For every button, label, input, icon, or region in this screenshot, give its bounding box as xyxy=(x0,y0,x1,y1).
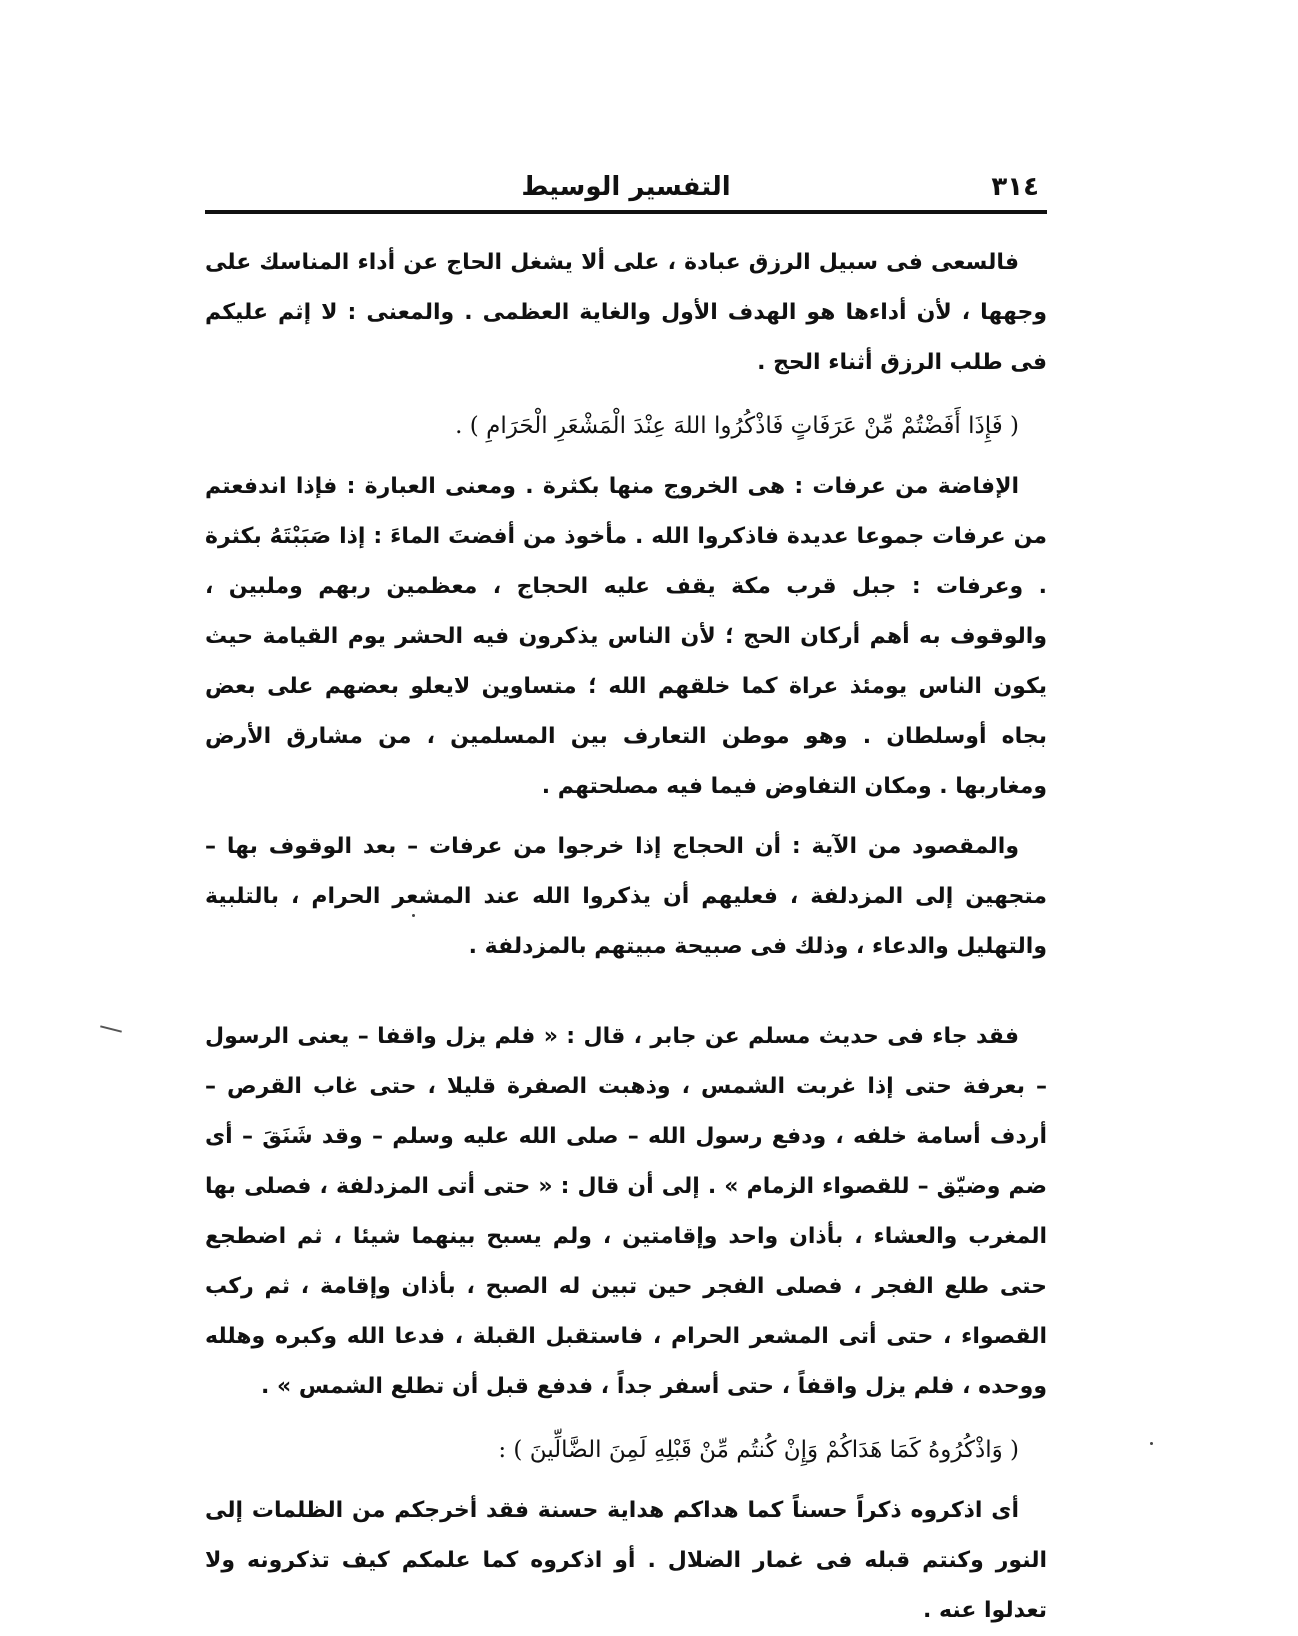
page-body xyxy=(205,238,1047,1636)
page-header xyxy=(205,168,1047,212)
running-title: التفسير الوسيط xyxy=(521,172,731,202)
quran-verse-arafat: ( فَإِذَا أَفَضْتُمْ مِّنْ عَرَفَاتٍ فَاذْكُرُوا اللهَ عِنْدَ الْمَشْعَرِ الْحَرَامِ ) . xyxy=(455,413,1019,439)
paragraph-verse-meaning: والمقصود من الآية : أن الحجاج إذا خرجوا من عرفات – بعد الوقوف بها – متجهين إلى المزدلفة ، فعليهم أن يذكروا الله عند المشعر الحرام ، بالتلبية والتهليل والدعاء ، وذلك فى صبيحة مبيتهم بالمزدلفة . xyxy=(205,834,1047,959)
margin-scan-mark xyxy=(100,1025,122,1032)
quran-verse-remember: ( وَاذْكُرُوهُ كَمَا هَدَاكُمْ وَإِنْ كُنتُم مِّنْ قَبْلِهِ لَمِنَ الضَّالِّينَ ) : xyxy=(498,1437,1019,1463)
scan-speck xyxy=(412,914,415,917)
paragraph-gap xyxy=(205,972,1047,1012)
paragraph-ifadah-definition: الإفاضة من عرفات : هى الخروج منها بكثرة . ومعنى العبارة : فإذا اندفعتم من عرفات جموعا عديدة فاذكروا الله . مأخوذ من أفضتَ الماءَ : إذا صَبَبْتَهُ بكثرة . وعرفات : جبل قرب مكة يقف عليه الحجاج ، معظمين ربهم وملبين ، والوقوف به أهم أركان الحج ؛ لأن الناس يذكرون فيه الحشر يوم القيامة حيث يكون الناس يومئذ عراة كما خلقهم الله ؛ متساوين لايعلو بعضهم على بعض بجاه أوسلطان . وهو موطن التعارف بين المسلمين ، من مشارق الأرض ومغاربها . ومكان التفاوض فيما فيه مصلحتهم . xyxy=(205,474,1047,799)
page-number: ٣١٤ xyxy=(991,172,1039,202)
paragraph-hadith-jabir: فقد جاء فى حديث مسلم عن جابر ، قال : « فلم يزل واقفا – يعنى الرسول – بعرفة حتى إذا غربت الشمس ، وذهبت الصفرة قليلا ، حتى غاب القرص – أردف أسامة خلفه ، ودفع رسول الله – صلى الله عليه وسلم – وقد شَنَقَ – أى ضم وضيّق – للقصواء الزمام » . إلى أن قال : « حتى أتى المزدلفة ، فصلى بها المغرب والعشاء ، بأذان واحد وإقامتين ، ولم يسبح بينهما شيئا ، ثم اضطجع حتى طلع الفجر ، فصلى الفجر حين تبين له الصبح ، بأذان وإقامة ، ثم ركب القصواء ، حتى أتى المشعر الحرام ، فاستقبل القبلة ، فدعا الله وكبره وهلله ووحده ، فلم يزل واقفاً ، حتى أسفر جداً ، فدفع قبل أن تطلع الشمس » . xyxy=(205,1024,1047,1399)
paragraph-pilgrimage-sustenance: فالسعى فى سبيل الرزق عبادة ، على ألا يشغل الحاج عن أداء المناسك على وجهها ، لأن أداءها هو الهدف الأول والغاية العظمى . والمعنى : لا إثم عليكم فى طلب الرزق أثناء الحج . xyxy=(205,250,1047,375)
paragraph-gap xyxy=(205,812,1047,822)
scan-speck xyxy=(1150,1442,1153,1445)
paragraph-remember-explanation: أى اذكروه ذكراً حسناً كما هداكم هداية حسنة فقد أخرجكم من الظلمات إلى النور وكنتم قبله فى غمار الضلال . أو اذكروه كما علمكم كيف تذكرونه ولا تعدلوا عنه . xyxy=(205,1498,1047,1623)
header-rule xyxy=(205,210,1047,214)
